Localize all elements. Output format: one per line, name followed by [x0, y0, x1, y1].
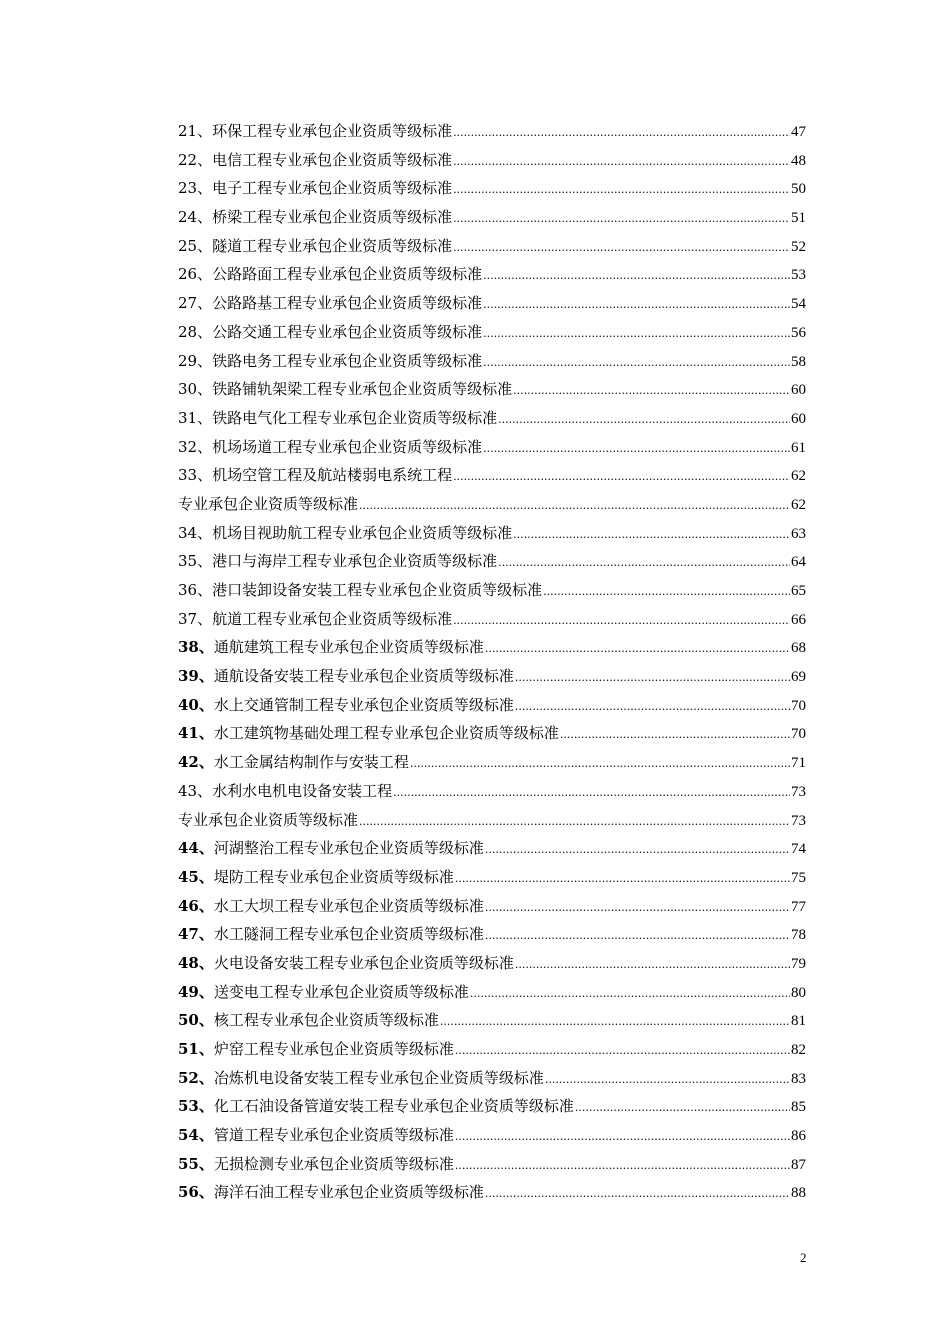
toc-entry[interactable]: [178, 522, 806, 551]
toc-entry[interactable]: [178, 722, 806, 751]
toc-entry-number: 36、: [178, 581, 213, 599]
toc-entry-title: 水工大坝工程专业承包企业资质等级标准: [213, 896, 484, 915]
toc-entry-page: 73: [791, 812, 806, 829]
toc-entry[interactable]: [178, 292, 806, 321]
toc-entry[interactable]: [178, 378, 806, 407]
toc-entry[interactable]: [178, 895, 806, 924]
toc-dot-leader: [359, 495, 790, 513]
toc-entry-number: 48、: [178, 953, 214, 972]
toc-entry-page: 56: [791, 324, 806, 341]
toc-entry[interactable]: [178, 1153, 806, 1182]
toc-entry-page: 70: [791, 726, 806, 743]
toc-dot-leader: [453, 610, 790, 628]
toc-entry-number: 33、: [178, 466, 213, 485]
toc-entry-page: 87: [791, 1156, 806, 1173]
toc-dot-leader: [543, 581, 790, 599]
toc-entry-number: 25、: [178, 236, 213, 255]
toc-entry-page: 60: [791, 410, 806, 427]
page-number: 2: [800, 1250, 807, 1265]
toc-entry-number: 37、: [178, 609, 213, 628]
toc-entry-page: 69: [791, 669, 806, 686]
toc-entry[interactable]: [178, 120, 806, 149]
toc-entry-page: 70: [791, 697, 806, 714]
toc-entry[interactable]: [178, 751, 806, 780]
toc-dot-leader: [575, 1097, 790, 1115]
toc-entry-page: 82: [791, 1042, 806, 1058]
toc-dot-leader: [485, 839, 790, 857]
toc-entry-number: 44、: [178, 839, 214, 858]
toc-entry-title: 无损检测专业承包企业资质等级标准: [213, 1154, 454, 1173]
toc-dot-leader: [485, 897, 790, 915]
toc-entry-number: 56、: [178, 1183, 214, 1202]
toc-entry-title: 专业承包企业资质等级标准: [178, 810, 359, 829]
toc-dot-leader: [453, 466, 790, 484]
toc-entry-title: 机场目视助航工程专业承包企业资质等级标准: [212, 523, 513, 542]
toc-entry-title: 通航设备安装工程专业承包企业资质等级标准: [213, 667, 514, 686]
toc-dot-leader: [513, 380, 790, 398]
toc-dot-leader: [440, 1011, 790, 1029]
toc-entry-number: 22、: [178, 150, 213, 169]
toc-entry-page: 81: [791, 1013, 806, 1030]
toc-entry[interactable]: [178, 837, 806, 866]
toc-entry-page: 64: [791, 554, 806, 571]
toc-entry-number: 46、: [178, 896, 214, 915]
toc-dot-leader: [410, 753, 790, 771]
toc-entry-page: 74: [791, 841, 806, 858]
toc-entry-number: 27、: [178, 294, 213, 313]
toc-entry[interactable]: [178, 350, 806, 379]
toc-entry-title: 环保工程专业承包企业资质等级标准: [212, 122, 453, 140]
toc-entry-page: 61: [791, 439, 806, 456]
toc-entry[interactable]: [178, 1124, 806, 1153]
toc-entry[interactable]: [178, 1067, 806, 1096]
toc-entry[interactable]: [178, 464, 806, 493]
toc-entry-number: 21、: [178, 122, 213, 140]
toc-entry-number: 39、: [178, 667, 214, 686]
toc-entry[interactable]: [178, 1095, 806, 1124]
toc-entry[interactable]: [178, 263, 806, 292]
toc-entry-title: 堤防工程专业承包企业资质等级标准: [213, 867, 454, 886]
toc-entry[interactable]: [178, 550, 806, 579]
toc-entry-number: 43、: [178, 781, 213, 800]
toc-entry-page: 68: [791, 640, 806, 657]
toc-entry-page: 75: [791, 869, 806, 886]
toc-entry[interactable]: [178, 1038, 806, 1067]
toc-entry-number: 24、: [178, 208, 213, 227]
toc-entry-number: 31、: [178, 408, 213, 427]
toc-entry-page: 77: [791, 898, 806, 915]
toc-entry-title: 炉窑工程专业承包企业资质等级标准: [213, 1040, 454, 1058]
toc-entry-title: 水上交通管制工程专业承包企业资质等级标准: [213, 695, 514, 714]
toc-dot-leader: [483, 323, 790, 341]
toc-entry-title: 冶炼机电设备安装工程专业承包企业资质等级标准: [213, 1068, 544, 1087]
toc-dot-leader: [453, 122, 790, 140]
toc-entry-title: 水工建筑物基础处理工程专业承包企业资质等级标准: [213, 724, 559, 743]
toc-entry-number: 47、: [178, 925, 214, 944]
toc-entry[interactable]: [178, 608, 806, 637]
toc-entry-number: 34、: [178, 523, 213, 542]
toc-entry-page: 85: [791, 1099, 806, 1116]
toc-entry-page: 51: [791, 210, 806, 227]
toc-dot-leader: [455, 1155, 790, 1173]
toc-entry-page: 80: [791, 984, 806, 1001]
toc-entry-number: 51、: [178, 1040, 214, 1058]
toc-entry-title: 铁路铺轨架梁工程专业承包企业资质等级标准: [212, 380, 513, 399]
toc-entry[interactable]: [178, 177, 806, 206]
toc-entry-title: 管道工程专业承包企业资质等级标准: [213, 1126, 454, 1145]
toc-dot-leader: [485, 925, 790, 943]
toc-entry-page: 73: [791, 783, 806, 800]
toc-entry[interactable]: [178, 1181, 806, 1210]
toc-entry-page: 66: [791, 611, 806, 628]
toc-entry-number: 53、: [178, 1097, 214, 1116]
toc-dot-leader: [498, 409, 790, 427]
toc-entry-number: 23、: [178, 179, 213, 198]
toc-entry-number: 29、: [178, 351, 213, 370]
toc-entry-title: 专业承包企业资质等级标准: [178, 494, 359, 513]
toc-dot-leader: [545, 1069, 790, 1087]
toc-dot-leader: [393, 782, 790, 800]
toc-entry-number: 55、: [178, 1154, 214, 1173]
toc-entry-title: 电子工程专业承包企业资质等级标准: [212, 179, 453, 198]
toc-entry[interactable]: [178, 1009, 806, 1038]
toc-entry-page: 54: [791, 296, 806, 313]
toc-entry-page: 62: [791, 496, 806, 513]
toc-entry-number: 26、: [178, 265, 213, 284]
toc-entry-title: 河湖整治工程专业承包企业资质等级标准: [213, 839, 484, 858]
toc-entry-title: 隧道工程专业承包企业资质等级标准: [212, 236, 453, 255]
toc-entry-number: 54、: [178, 1126, 214, 1145]
toc-entry-title: 公路路面工程专业承包企业资质等级标准: [212, 265, 483, 284]
toc-entry-title: 公路交通工程专业承包企业资质等级标准: [212, 322, 483, 341]
toc-entry[interactable]: [178, 149, 806, 178]
toc-entry-page: 79: [791, 955, 806, 972]
toc-entry-page: 71: [791, 755, 806, 772]
toc-entry-number: 30、: [178, 380, 213, 399]
toc-entry-page: 86: [791, 1128, 806, 1145]
toc-entry-number: 42、: [178, 753, 214, 772]
toc-entry[interactable]: [178, 923, 806, 952]
toc-dot-leader: [515, 667, 790, 685]
toc-entry-page: 47: [791, 124, 806, 140]
toc-entry-page: 50: [791, 181, 806, 198]
toc-entry-title: 化工石油设备管道安装工程专业承包企业资质等级标准: [213, 1097, 574, 1116]
toc-entry-number: 45、: [178, 867, 214, 886]
toc-entry[interactable]: [178, 493, 806, 522]
toc-entry[interactable]: [178, 780, 806, 809]
toc-entry-number: 50、: [178, 1011, 214, 1030]
toc-entry[interactable]: [178, 436, 806, 465]
toc-entry-title: 水工金属结构制作与安装工程: [213, 753, 409, 772]
toc-dot-leader: [453, 151, 790, 169]
toc-entry-number: 28、: [178, 322, 213, 341]
toc-entry-title: 铁路电气化工程专业承包企业资质等级标准: [212, 408, 498, 427]
toc-dot-leader: [455, 1126, 790, 1144]
toc-dot-leader: [513, 524, 790, 542]
toc-entry-page: 88: [791, 1185, 806, 1202]
toc-entry-page: 52: [791, 238, 806, 255]
toc-entry-page: 62: [791, 468, 806, 485]
toc-dot-leader: [498, 552, 790, 570]
toc-entry-number: 41、: [178, 724, 214, 743]
toc-entry-title: 桥梁工程专业承包企业资质等级标准: [212, 208, 453, 227]
toc-entry[interactable]: [178, 866, 806, 895]
toc-dot-leader: [453, 208, 790, 226]
table-of-contents: [178, 120, 806, 1210]
toc-dot-leader: [560, 724, 790, 742]
toc-entry-number: 49、: [178, 982, 214, 1001]
toc-entry[interactable]: [178, 579, 806, 608]
toc-entry[interactable]: [178, 809, 806, 838]
toc-entry-title: 公路路基工程专业承包企业资质等级标准: [212, 294, 483, 313]
toc-dot-leader: [453, 237, 790, 255]
toc-entry-page: 63: [791, 525, 806, 542]
toc-entry-title: 铁路电务工程专业承包企业资质等级标准: [212, 351, 483, 370]
toc-dot-leader: [515, 954, 790, 972]
toc-entry-page: 65: [791, 583, 806, 599]
toc-dot-leader: [483, 438, 790, 456]
toc-dot-leader: [515, 696, 790, 714]
toc-entry-title: 港口装卸设备安装工程专业承包企业资质等级标准: [212, 581, 543, 599]
toc-entry-title: 机场空管工程及航站楼弱电系统工程: [212, 466, 453, 485]
toc-entry-page: 60: [791, 382, 806, 399]
toc-entry-title: 海洋石油工程专业承包企业资质等级标准: [213, 1183, 484, 1202]
toc-entry[interactable]: [178, 407, 806, 436]
toc-dot-leader: [483, 352, 790, 370]
toc-dot-leader: [455, 868, 790, 886]
toc-dot-leader: [455, 1040, 790, 1058]
toc-entry-page: 83: [791, 1070, 806, 1087]
toc-entry-title: 港口与海岸工程专业承包企业资质等级标准: [212, 552, 498, 571]
toc-entry-title: 核工程专业承包企业资质等级标准: [213, 1011, 439, 1030]
toc-entry-title: 送变电工程专业承包企业资质等级标准: [213, 982, 469, 1001]
toc-entry[interactable]: [178, 665, 806, 694]
toc-entry-title: 航道工程专业承包企业资质等级标准: [212, 609, 453, 628]
toc-entry[interactable]: [178, 636, 806, 665]
toc-entry-page: 48: [791, 152, 806, 169]
toc-dot-leader: [483, 294, 790, 312]
toc-entry-title: 机场场道工程专业承包企业资质等级标准: [212, 437, 483, 456]
toc-entry[interactable]: [178, 235, 806, 264]
toc-entry[interactable]: [178, 952, 806, 981]
toc-dot-leader: [483, 265, 790, 283]
toc-entry-page: 58: [791, 353, 806, 370]
toc-entry-number: 38、: [178, 638, 214, 657]
toc-entry-title: 通航建筑工程专业承包企业资质等级标准: [213, 638, 484, 657]
toc-entry-page: 53: [791, 267, 806, 284]
toc-entry[interactable]: [178, 694, 806, 723]
toc-entry[interactable]: [178, 321, 806, 350]
toc-entry-number: 40、: [178, 695, 214, 714]
toc-dot-leader: [470, 983, 790, 1001]
toc-entry-title: 水利水电机电设备安装工程: [212, 781, 393, 800]
toc-entry-title: 火电设备安装工程专业承包企业资质等级标准: [213, 953, 514, 972]
toc-entry-number: 32、: [178, 437, 213, 456]
toc-entry-title: 水工隧洞工程专业承包企业资质等级标准: [213, 925, 484, 944]
toc-entry-number: 35、: [178, 552, 213, 571]
toc-dot-leader: [359, 811, 790, 829]
toc-entry-number: 52、: [178, 1068, 214, 1087]
toc-dot-leader: [485, 638, 790, 656]
toc-entry[interactable]: [178, 981, 806, 1010]
toc-entry-title: 电信工程专业承包企业资质等级标准: [212, 150, 453, 169]
toc-entry-page: 78: [791, 927, 806, 944]
toc-entry[interactable]: [178, 206, 806, 235]
toc-dot-leader: [453, 179, 790, 197]
toc-dot-leader: [485, 1183, 790, 1201]
